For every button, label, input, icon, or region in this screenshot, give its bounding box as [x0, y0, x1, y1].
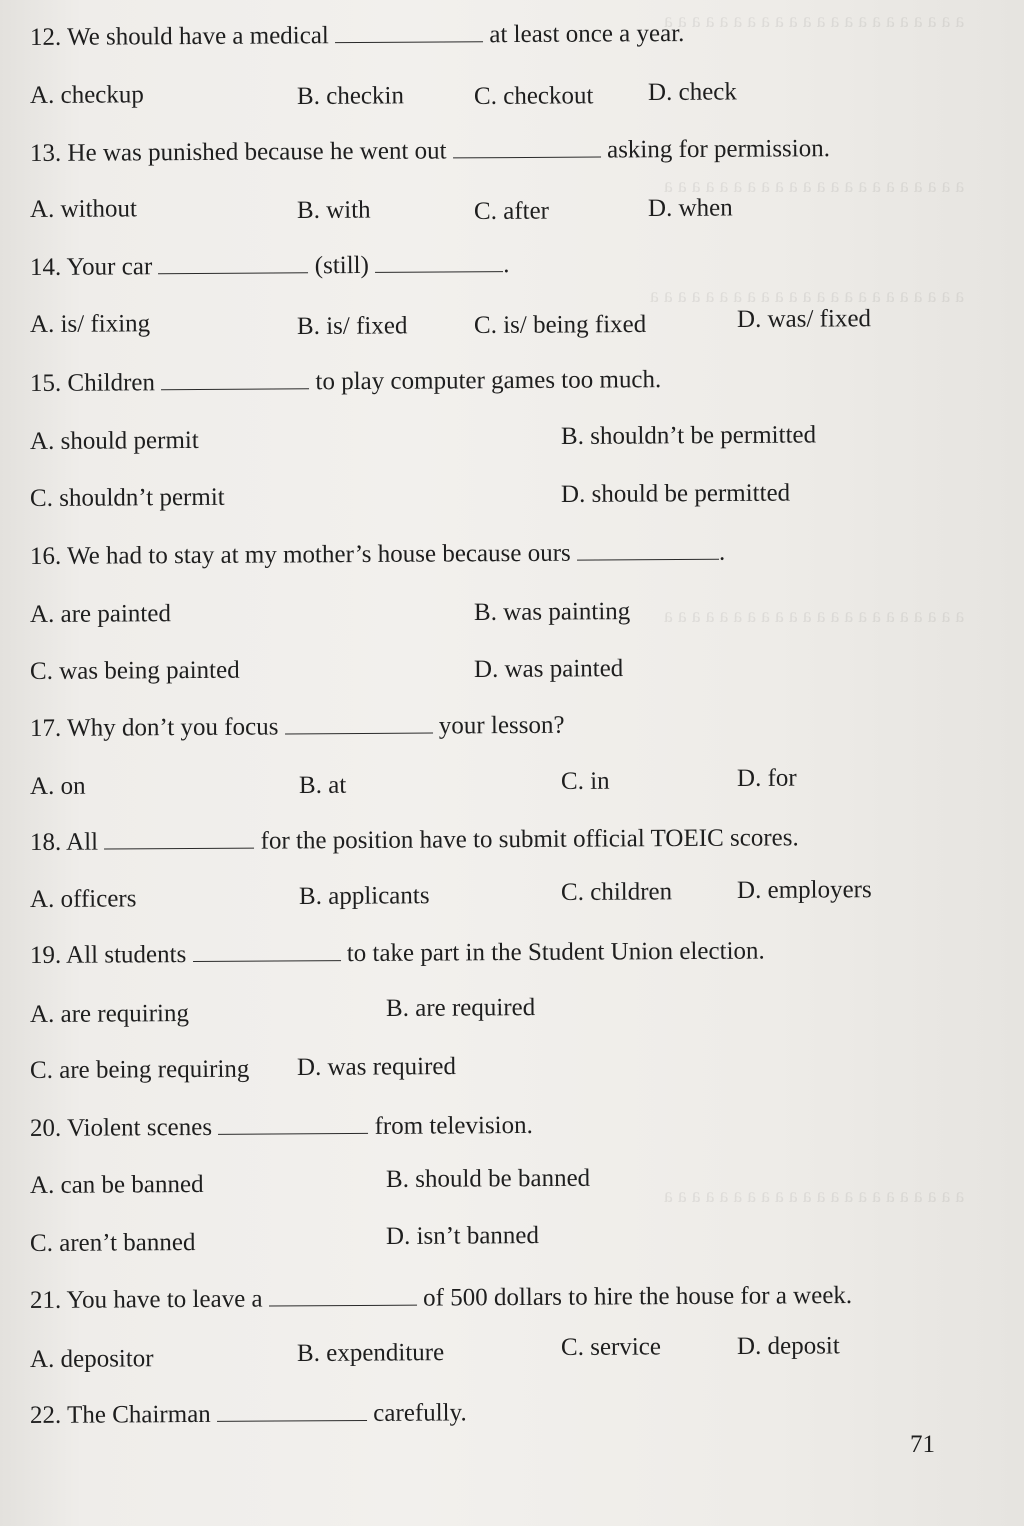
option-d[interactable]: D. isn’t banned: [385, 1222, 540, 1250]
option-b[interactable]: B. at: [298, 771, 347, 799]
option-a[interactable]: A. without: [29, 195, 138, 223]
answer-blank[interactable]: [161, 370, 309, 390]
question-text-before: Violent scenes: [66, 1113, 213, 1142]
answer-blank[interactable]: [577, 541, 719, 561]
answer-blank[interactable]: [218, 1115, 368, 1135]
option-d[interactable]: D. for: [736, 764, 797, 792]
option-d[interactable]: D. employers: [736, 876, 872, 904]
question-19: [30, 938, 765, 970]
option-d[interactable]: D. when: [647, 194, 733, 222]
question-number: 19.: [29, 941, 62, 969]
option-a[interactable]: A. are painted: [29, 600, 171, 628]
option-a[interactable]: A. checkup: [29, 81, 144, 109]
option-b[interactable]: B. checkin: [296, 82, 404, 110]
question-text-after: asking for permission.: [606, 135, 831, 164]
question-text-middle: (still): [314, 251, 369, 280]
question-number: 13.: [29, 139, 62, 167]
option-c[interactable]: C. shouldn’t permit: [29, 483, 225, 512]
book-page: a a a a a a a a a a a a a a a a a a a a a a a a a a a a a a a a a a a a a a a a a a a a a a a a a a a a a a a a a a a a a a a a a a a a a a a a a a a a a a a a a a a a a a a a a a a a a a a a a a a a a a a a a a a a a a a 12. We should have a medical at least once a year. A. checkup B. checkin C. checkout D. check 13. He was punished because he went out asking for permission. A. without B. with C. after D. when 14. Your car (still) . A. is/ fixing B. is/ fixed C. is/ being fixed D. was/ fixed 15. Children to play computer games too much. A. should permit B. shouldn’t be permitted C. shouldn’t permit D. should be permitted 16. We had to stay at my mother’s house because ours . A. are painted B. was painting C. was being painted D. was painted 17. Why don’t you focus your lesson? A. on B. at C. in D. for 18. All for the position have to submit official TOEIC scores. A. officers B. applicants C. children D. employers 19. All students to take part in the Student Union election. A. are requiring B. are required C. are being requiring D. was required 20. Violent scenes from television. A. can be banned B. should be banned C. aren’t banned D. isn’t banned 21. You have to leave a of 500 dollars to hire the house for a week. A. depositor B. expenditure C. service D. deposit 22. The Chairman carefully. 71: [0, 0, 1024, 1526]
question-number: 14.: [29, 253, 62, 281]
question-13: [30, 135, 830, 168]
question-text-before: Your car: [66, 253, 153, 281]
option-b[interactable]: B. are required: [385, 994, 536, 1022]
question-text-after: from television.: [374, 1111, 533, 1140]
question-number: 12.: [29, 23, 62, 51]
option-b[interactable]: B. shouldn’t be permitted: [560, 421, 817, 450]
answer-blank[interactable]: [285, 715, 433, 735]
option-d[interactable]: D. was required: [296, 1053, 457, 1081]
question-text-before: All students: [66, 941, 187, 969]
option-b[interactable]: B. with: [296, 196, 371, 224]
question-text-after: of 500 dollars to hire the house for a week.: [423, 1281, 853, 1312]
option-c[interactable]: C. after: [473, 197, 550, 225]
option-a[interactable]: A. should permit: [29, 426, 199, 455]
question-18: [30, 824, 799, 857]
question-text-before: We had to stay at my mother’s house because ours: [66, 539, 571, 570]
option-d[interactable]: D. was painted: [473, 655, 624, 683]
question-text-before: The Chairman: [66, 1400, 211, 1429]
question-text-after: your lesson?: [438, 711, 565, 740]
answer-blank[interactable]: [192, 942, 340, 962]
question-12: [30, 20, 685, 52]
answer-blank-2[interactable]: [375, 253, 503, 273]
question-22: [30, 1399, 467, 1430]
question-number: 18.: [29, 828, 62, 856]
answer-blank[interactable]: [217, 1402, 367, 1422]
question-number: 16.: [29, 542, 62, 570]
answer-blank[interactable]: [335, 23, 483, 43]
option-d[interactable]: D. check: [647, 78, 737, 106]
question-text-before: Children: [67, 369, 156, 397]
question-text-after: .: [718, 538, 726, 566]
option-a[interactable]: A. officers: [29, 885, 137, 913]
option-c[interactable]: C. in: [560, 767, 610, 795]
option-b[interactable]: B. applicants: [298, 882, 430, 910]
question-text-before: He was punished because he went out: [67, 137, 447, 167]
answer-blank-1[interactable]: [158, 254, 308, 274]
option-b[interactable]: B. was painting: [473, 598, 631, 626]
question-text-before: All: [66, 828, 99, 856]
question-text-after: for the position have to submit official TOEIC scores.: [260, 824, 799, 855]
option-d[interactable]: D. deposit: [736, 1332, 840, 1360]
question-21: [30, 1282, 852, 1315]
option-d[interactable]: D. was/ fixed: [736, 305, 872, 333]
question-number: 20.: [29, 1114, 62, 1142]
option-b[interactable]: B. should be banned: [385, 1164, 591, 1193]
question-text-after: to play computer games too much.: [315, 366, 662, 396]
answer-blank[interactable]: [453, 139, 601, 159]
page-number: 71: [910, 1431, 935, 1458]
question-15: [30, 366, 661, 398]
option-c[interactable]: C. is/ being fixed: [473, 310, 647, 339]
option-a[interactable]: A. are requiring: [29, 1000, 190, 1028]
option-b[interactable]: B. is/ fixed: [296, 312, 408, 340]
question-text-after: .: [503, 251, 510, 279]
option-a[interactable]: A. is/ fixing: [29, 310, 151, 338]
question-20: [30, 1112, 533, 1143]
option-a[interactable]: A. on: [29, 772, 86, 800]
option-a[interactable]: A. can be banned: [29, 1170, 204, 1199]
question-16: [30, 539, 725, 571]
option-c[interactable]: C. service: [560, 1333, 662, 1361]
option-c[interactable]: C. aren’t banned: [29, 1228, 196, 1257]
option-c[interactable]: C. checkout: [473, 82, 594, 110]
question-number: 17.: [29, 714, 62, 742]
question-text-before: Why don’t you focus: [66, 713, 279, 742]
question-number: 21.: [29, 1286, 62, 1314]
question-17: [30, 712, 565, 743]
question-text-after: carefully.: [373, 1399, 467, 1427]
answer-blank[interactable]: [269, 1287, 417, 1307]
question-number: 22.: [29, 1401, 62, 1429]
question-text-after: to take part in the Student Union election.: [346, 937, 765, 968]
question-text-before: We should have a medical: [66, 22, 329, 51]
answer-blank[interactable]: [104, 830, 254, 850]
question-14: [30, 251, 510, 282]
option-c[interactable]: C. are being requiring: [29, 1055, 250, 1084]
option-c[interactable]: C. was being painted: [29, 656, 240, 685]
question-number: 15.: [29, 369, 62, 397]
option-d[interactable]: D. should be permitted: [560, 479, 791, 508]
option-c[interactable]: C. children: [560, 878, 673, 906]
question-text-before: You have to leave a: [66, 1285, 263, 1314]
question-text-after: at least once a year.: [489, 20, 685, 49]
option-b[interactable]: B. expenditure: [296, 1339, 445, 1367]
option-a[interactable]: A. depositor: [29, 1345, 154, 1373]
